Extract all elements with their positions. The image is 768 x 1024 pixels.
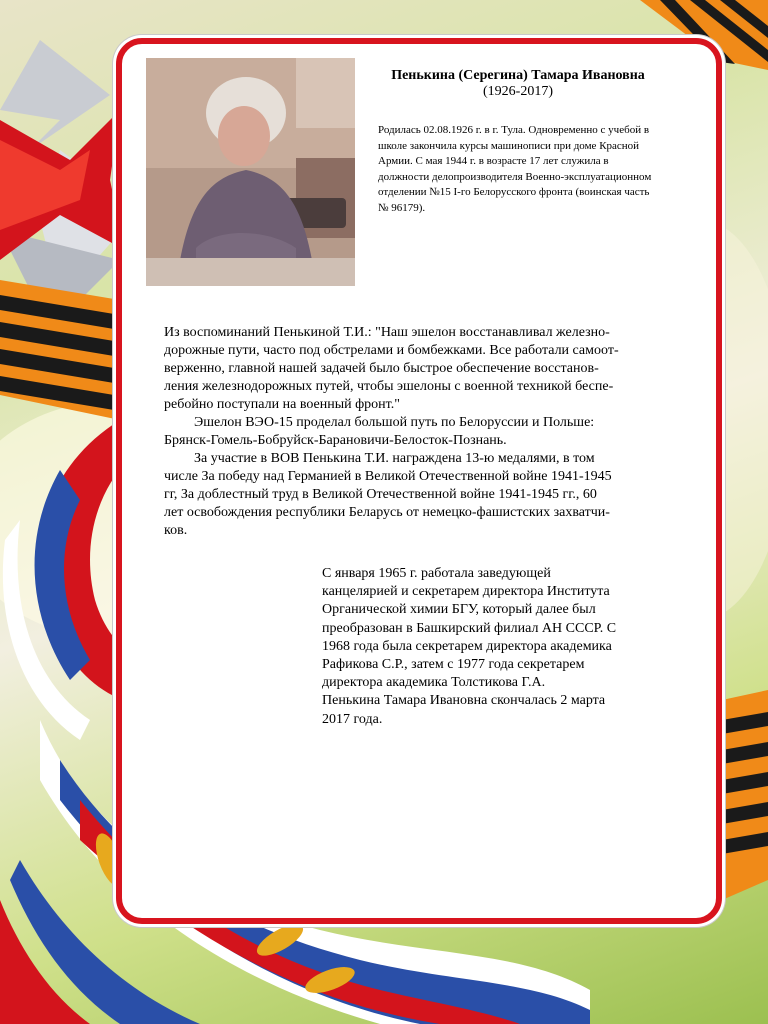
bio-line: отделении №15 I-го Белорусского фронта (воинская часть <box>378 186 650 198</box>
memoir-line: ков. <box>164 523 188 538</box>
memoir-line: ления железнодорожных путей, чтобы эшелоны с военной техникой беспе- <box>164 379 614 394</box>
memoir-line: числе За победу над Германией в Великой Отечественной войне 1941-1945 <box>164 469 612 484</box>
life-years: (1926-2017) <box>483 84 553 99</box>
memoir-line: лет освобождения республики Беларусь от немецко-фашистских захватчи- <box>164 505 610 520</box>
portrait-photo <box>146 58 355 286</box>
st-george-ribbon-left-icon <box>0 280 120 420</box>
later-line: директора академика Толстикова Г.А. <box>322 675 546 691</box>
bio-line: № 96179). <box>378 201 426 214</box>
short-biography <box>378 123 678 216</box>
memoir-section <box>164 324 664 540</box>
memoir-line: За участие в ВОВ Пенькина Т.И. награждена 13-ю медалями, в том <box>194 451 595 466</box>
later-life-section <box>322 565 672 729</box>
memoir-line: Эшелон ВЭО-15 проделал большой путь по Белоруссии и Польше: <box>194 415 595 430</box>
later-line: преобразован в Башкирский филиал АН СССР. С <box>322 620 617 636</box>
bio-line: Родилась 02.08.1926 г. в г. Тула. Одновременно с учебой в <box>378 124 650 136</box>
memoir-line: дорожные пути, часто под обстрелами и бомбежками. Все работали самоот- <box>164 343 619 358</box>
memoir-line: верженно, главной нашей задачей было быстрое обеспечение восстанов- <box>164 361 599 376</box>
later-line: С января 1965 г. работала заведующей <box>322 566 551 581</box>
later-line: 2017 года. <box>322 711 383 727</box>
person-name: Пенькина (Серегина) Тамара Ивановна <box>391 68 645 83</box>
later-line: Пенькина Тамара Ивановна скончалась 2 марта <box>322 693 606 709</box>
bio-line: школе закончила курсы машинописи при доме Красной <box>378 139 640 152</box>
st-george-ribbon-right-icon <box>722 690 768 900</box>
memoir-line: гг, За доблестный труд в Великой Отечественной войне 1941-1945 гг., 60 <box>164 487 597 502</box>
bio-line: должности делопроизводителя Военно-эксплуатационном <box>378 170 652 183</box>
later-line: канцелярией и секретарем директора Института <box>322 584 610 600</box>
later-line: Рафикова С.Р., затем с 1977 года секретарем <box>322 657 585 673</box>
later-line: Органической химии БГУ, который далее был <box>322 602 596 618</box>
memoir-line: Из воспоминаний Пенькиной Т.И.: "Наш эшелон восстанавливал железно- <box>164 325 610 340</box>
memoir-line: ребойно поступали на военный фронт." <box>164 397 400 412</box>
bio-line: Армии. С мая 1944 г. в возрасте 17 лет служила в <box>378 155 609 167</box>
later-line: 1968 года была секретарем директора академика <box>322 638 612 654</box>
memoir-line: Брянск-Гомель-Бобруйск-Барановичи-Белосток-Познань. <box>164 433 507 448</box>
